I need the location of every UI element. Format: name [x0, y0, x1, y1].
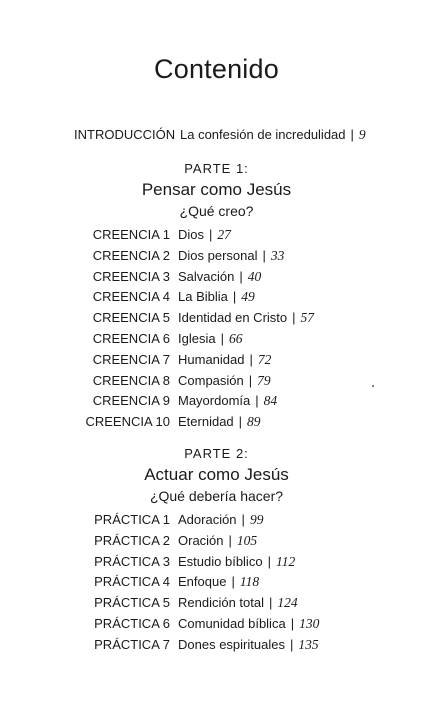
- toc-separator: |: [238, 414, 243, 430]
- toc-entry[interactable]: [0, 532, 433, 553]
- toc-entry[interactable]: [0, 413, 433, 434]
- toc-entry[interactable]: [0, 226, 433, 247]
- toc-separator: |: [239, 268, 243, 284]
- toc-entry-text: [178, 413, 261, 431]
- toc-entry-label: PRÁCTICA 1: [94, 512, 170, 527]
- toc-entry-text: [178, 615, 319, 633]
- toc-entry-title: Enfoque: [178, 574, 227, 590]
- toc-entry-text: [178, 573, 259, 591]
- toc-entry-text: [178, 594, 298, 612]
- toc-entry-text: [178, 511, 263, 529]
- toc-entry-text: [178, 636, 319, 654]
- toc-entry[interactable]: [0, 247, 433, 268]
- toc-entry-text: [178, 372, 271, 390]
- toc-entry-label: CREENCIA 5: [92, 310, 170, 326]
- toc-entry[interactable]: [0, 636, 433, 657]
- toc-entry[interactable]: [0, 553, 433, 574]
- toc-page-number: 49: [241, 289, 255, 305]
- toc-entry-text: [178, 553, 295, 571]
- toc-entry-label: PRÁCTICA 6: [94, 615, 170, 631]
- part-2-list: [0, 511, 433, 657]
- toc-separator: |: [249, 351, 253, 367]
- toc-entry[interactable]: [0, 330, 433, 351]
- toc-entry-title: Salvación: [178, 268, 235, 284]
- toc-separator: |: [248, 372, 253, 388]
- toc-entry-title: Compasión: [178, 372, 244, 388]
- toc-entry[interactable]: [0, 594, 433, 615]
- toc-page-number: 9: [358, 127, 366, 142]
- toc-entry-text: [178, 532, 257, 550]
- toc-page-number: 72: [257, 351, 272, 367]
- toc-separator: |: [292, 310, 296, 326]
- part-1-heading: [0, 160, 433, 221]
- toc-entry[interactable]: [0, 372, 433, 393]
- toc-entry-title: Rendición total: [178, 595, 264, 611]
- toc-entry-text: [178, 330, 242, 348]
- toc-entry-label: CREENCIA 3: [92, 268, 170, 284]
- toc-page-number: 130: [299, 615, 320, 631]
- toc-entry-label: CREENCIA 9: [92, 393, 170, 409]
- toc-page-number: 57: [300, 310, 315, 326]
- toc-entry-label: CREENCIA 1: [92, 227, 170, 242]
- toc-entry-label: PRÁCTICA 3: [94, 553, 170, 569]
- part-title: Actuar como Jesús: [144, 465, 289, 484]
- page-title: Contenido: [154, 54, 279, 85]
- toc-entry-title: Adoración: [178, 512, 237, 527]
- toc-page-number: 112: [275, 553, 296, 569]
- toc-separator: |: [241, 512, 245, 527]
- toc-entry[interactable]: [0, 268, 433, 289]
- toc-separator: |: [350, 127, 354, 142]
- part-number: PARTE 2:: [184, 446, 249, 461]
- toc-entry-text: [178, 226, 231, 244]
- toc-page-number: 84: [263, 393, 278, 409]
- toc-entry-label: PRÁCTICA 2: [94, 532, 170, 548]
- toc-entry-text: [178, 309, 314, 327]
- toc-entry-label: CREENCIA 6: [92, 330, 170, 346]
- toc-entry-title: Dios: [178, 227, 205, 242]
- toc-separator: |: [255, 393, 259, 409]
- toc-entry-title: La confesión de incredulidad: [180, 127, 346, 142]
- toc-entry[interactable]: [0, 573, 433, 594]
- toc-entry[interactable]: [0, 615, 433, 636]
- toc-entry-text: [180, 126, 366, 144]
- toc-separator: |: [267, 553, 271, 569]
- toc-entry-title: Iglesia: [178, 330, 216, 346]
- toc-separator: |: [220, 330, 224, 346]
- toc-entry-text: [178, 392, 277, 410]
- toc-separator: |: [231, 574, 235, 590]
- part-2-heading: [0, 445, 433, 506]
- toc-entry-label: PRÁCTICA 4: [94, 574, 170, 590]
- toc-entry-title: Mayordomía: [178, 393, 251, 409]
- toc-page-number: 66: [228, 330, 243, 346]
- toc-page-number: 89: [247, 414, 261, 430]
- toc-page-number: 105: [236, 532, 258, 548]
- toc-page-number: 33: [270, 247, 285, 263]
- toc-entry-title: La Biblia: [178, 289, 228, 305]
- toc-page-number: 40: [247, 268, 262, 284]
- toc-separator: |: [269, 595, 273, 611]
- toc-entry-title: Identidad en Cristo: [178, 310, 288, 326]
- toc-separator: |: [290, 615, 295, 631]
- part-number: PARTE 1:: [184, 161, 249, 176]
- toc-page-number: 99: [249, 512, 264, 527]
- toc-page-number: 124: [277, 595, 298, 611]
- toc-entry-label: PRÁCTICA 7: [94, 636, 170, 652]
- part-1-list: [0, 226, 433, 434]
- toc-entry-title: Eternidad: [178, 414, 234, 430]
- toc-entry-title: Dios personal: [178, 247, 258, 263]
- toc-entry-text: [178, 247, 284, 265]
- toc-entry-title: Oración: [178, 532, 224, 548]
- toc-entry-label: INTRODUCCIÓN: [74, 127, 176, 142]
- toc-separator: |: [232, 289, 237, 305]
- part-question: ¿Qué debería hacer?: [149, 488, 284, 504]
- toc-entry[interactable]: [0, 351, 433, 372]
- toc-separator: |: [262, 247, 266, 263]
- toc-entry-title: Comunidad bíblica: [178, 615, 286, 631]
- toc-entry-label: CREENCIA 10: [85, 414, 170, 430]
- toc-entry[interactable]: [0, 288, 433, 309]
- toc-separator: |: [209, 227, 213, 242]
- toc-entry-label: CREENCIA 4: [92, 289, 170, 305]
- toc-entry-text: [178, 288, 255, 306]
- part-title: Pensar como Jesús: [141, 180, 292, 199]
- toc-entry-label: PRÁCTICA 5: [94, 595, 170, 611]
- toc-separator: |: [228, 532, 232, 548]
- toc-entry-text: [178, 351, 271, 369]
- toc-entry-title: Humanidad: [178, 351, 245, 367]
- toc-entry-label: CREENCIA 7: [92, 351, 170, 367]
- toc-entry-text: [178, 268, 261, 286]
- toc-page-number: 135: [298, 636, 319, 652]
- part-question: ¿Qué creo?: [179, 203, 254, 219]
- toc-page-number: 27: [217, 227, 231, 242]
- toc-entry[interactable]: [0, 392, 433, 413]
- toc-entry-title: Dones espirituales: [178, 636, 285, 652]
- toc-entry-label: CREENCIA 8: [92, 372, 170, 388]
- page-speck: [372, 385, 374, 387]
- toc-entry-label: CREENCIA 2: [92, 247, 170, 263]
- toc-entry[interactable]: [0, 309, 433, 330]
- toc-page-number: 118: [239, 574, 260, 590]
- toc-separator: |: [289, 636, 294, 652]
- toc-entry-title: Estudio bíblico: [178, 553, 263, 569]
- toc-page-number: 79: [257, 372, 271, 388]
- toc-entry[interactable]: [0, 511, 433, 532]
